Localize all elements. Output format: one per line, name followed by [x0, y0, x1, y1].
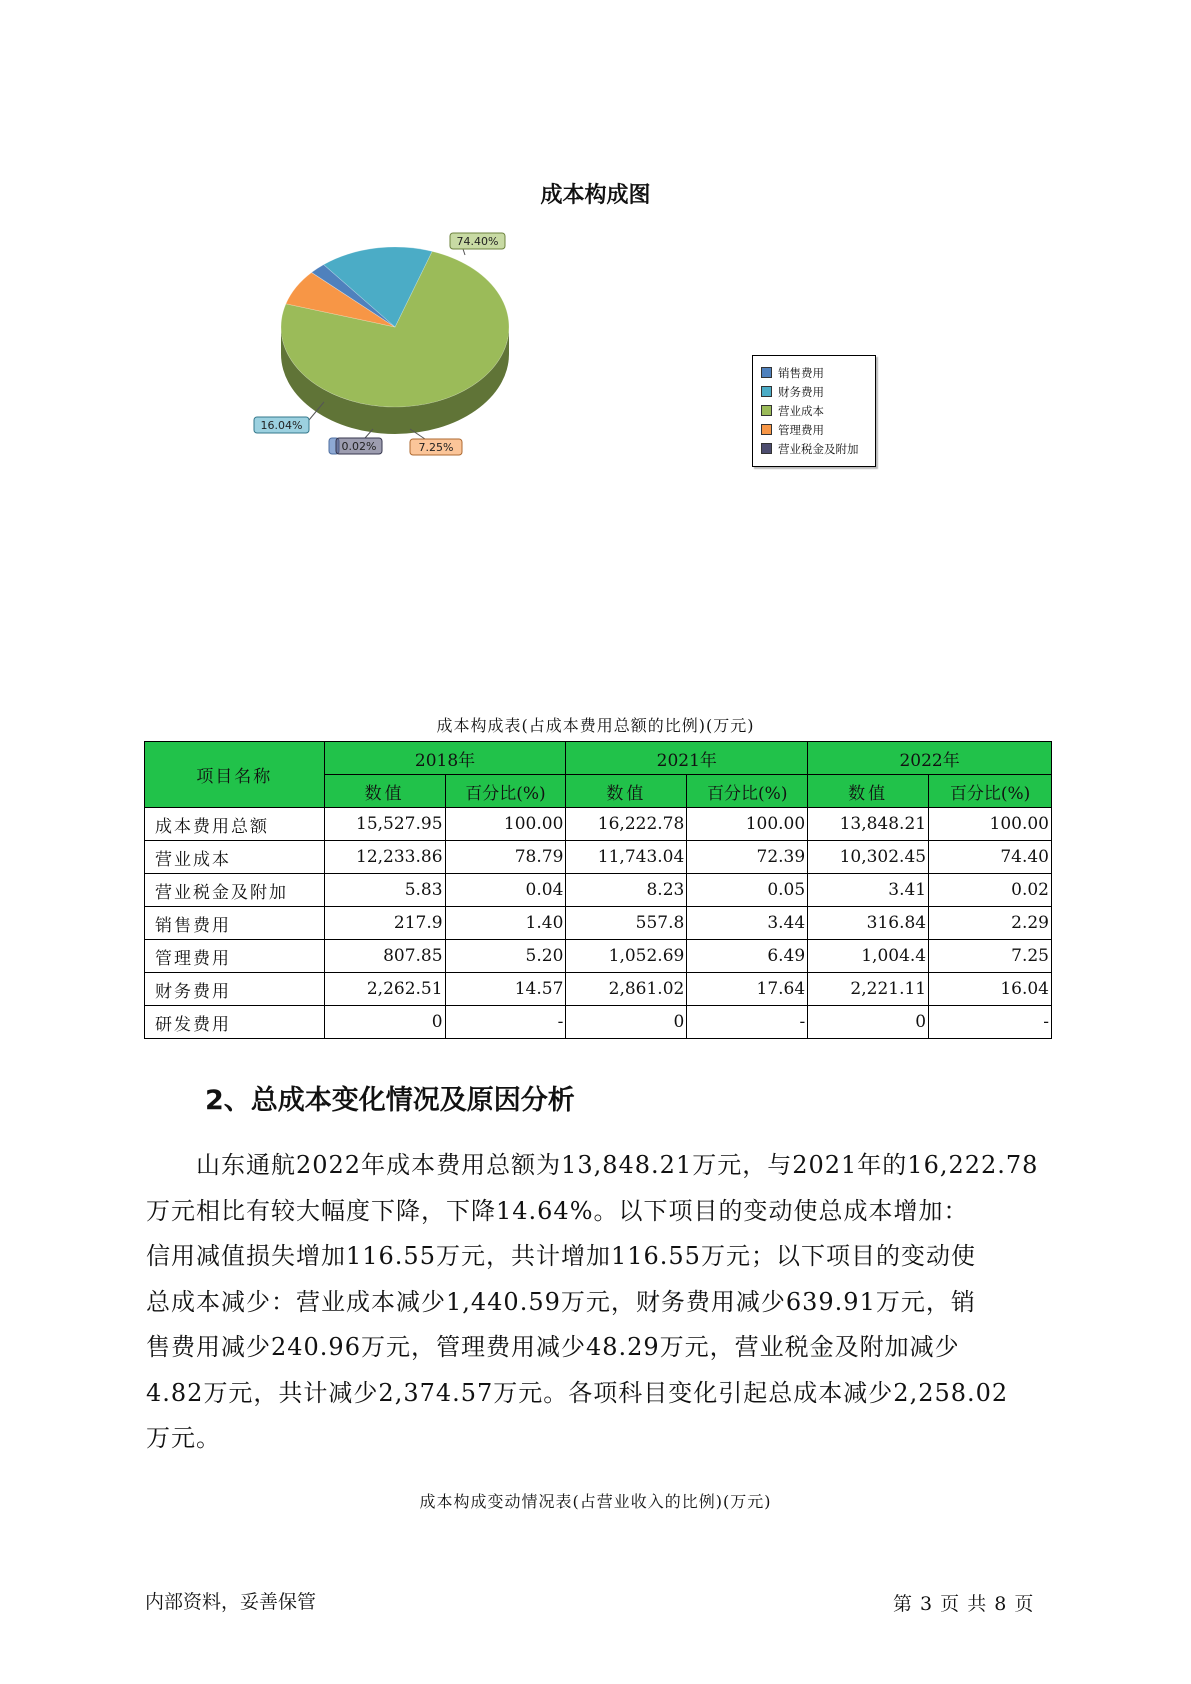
cell-pct: 17.64 [687, 973, 808, 1006]
header-item-name: 项目名称 [145, 742, 325, 808]
legend-swatch [761, 367, 772, 378]
footer-page-number: 第 3 页 共 8 页 [893, 1593, 1035, 1615]
table-row [145, 1006, 1052, 1039]
pie-data-label: 16.04% [260, 419, 303, 432]
cell-pct: 0.05 [687, 874, 808, 907]
cell-value: 11,743.04 [566, 841, 687, 874]
pie-top [281, 247, 509, 407]
legend-label: 财务费用 [778, 385, 824, 399]
legend-label: 管理费用 [778, 423, 824, 437]
subheader-pct: 百分比(%) [687, 775, 808, 808]
analysis-paragraph [146, 1143, 1066, 1462]
pie-data-label: 7.25% [418, 441, 454, 454]
cell-value: 217.9 [324, 907, 445, 940]
paragraph-line: 4.82万元，共计减少2,374.57万元。各项科目变化引起总成本减少2,258.02 [146, 1378, 1009, 1407]
cell-pct: 74.40 [929, 841, 1052, 874]
table-row [145, 907, 1052, 940]
header-year: 2018年 [324, 742, 566, 775]
footer-confidential: 内部资料，妥善保管 [145, 1591, 317, 1613]
table-row [145, 940, 1052, 973]
legend-swatch [761, 386, 772, 397]
cell-pct: 100.00 [445, 808, 566, 841]
row-name: 成本费用总额 [145, 808, 325, 841]
table-body [145, 808, 1052, 1039]
legend-item-tax [761, 441, 859, 457]
table-row [145, 874, 1052, 907]
table-row [145, 808, 1052, 841]
cell-value: 8.23 [566, 874, 687, 907]
pie-leader-line [463, 249, 465, 255]
table-caption: 成本构成表(占成本费用总额的比例)(万元) [436, 716, 755, 735]
legend-label: 营业税金及附加 [778, 442, 859, 456]
cell-pct: 100.00 [687, 808, 808, 841]
header-year: 2022年 [808, 742, 1052, 775]
cell-value: 807.85 [324, 940, 445, 973]
pie-data-label: 74.40% [456, 235, 499, 248]
paragraph-line: 万元。 [146, 1424, 221, 1452]
legend-item-admin [761, 422, 824, 438]
subheader-value: 数值 [324, 775, 445, 808]
legend-swatch [761, 424, 772, 435]
row-name: 财务费用 [145, 973, 325, 1006]
cell-pct: - [445, 1006, 566, 1039]
legend-item-sales [761, 365, 824, 381]
section-title: 2、总成本变化情况及原因分析 [205, 1085, 575, 1116]
legend-swatch [761, 443, 772, 454]
cell-value: 1,004.4 [808, 940, 929, 973]
cell-value: 1,052.69 [566, 940, 687, 973]
cell-pct: 72.39 [687, 841, 808, 874]
subheader-pct: 百分比(%) [445, 775, 566, 808]
legend-item-operating-cost [761, 403, 824, 419]
row-name: 管理费用 [145, 940, 325, 973]
cell-pct: 7.25 [929, 940, 1052, 973]
table-header-row [145, 742, 1052, 775]
cell-value: 16,222.78 [566, 808, 687, 841]
cell-pct: 6.49 [687, 940, 808, 973]
cell-value: 5.83 [324, 874, 445, 907]
cell-pct: 100.00 [929, 808, 1052, 841]
chart-title: 成本构成图 [540, 183, 651, 208]
table-row [145, 841, 1052, 874]
cell-value: 13,848.21 [808, 808, 929, 841]
cell-pct: 78.79 [445, 841, 566, 874]
cell-value: 3.41 [808, 874, 929, 907]
paragraph-line: 山东通航2022年成本费用总额为13,848.21万元，与2021年的16,222.78 [146, 1151, 1039, 1179]
paragraph-line: 信用减值损失增加116.55万元，共计增加116.55万元；以下项目的变动使 [146, 1242, 976, 1270]
cell-value: 316.84 [808, 907, 929, 940]
subheader-value: 数值 [808, 775, 929, 808]
paragraph-line: 总成本减少：营业成本减少1,440.59万元，财务费用减少639.91万元，销 [146, 1287, 976, 1316]
pie-data-label: 0.02% [341, 440, 377, 453]
legend-label: 营业成本 [778, 404, 824, 418]
cell-value: 2,861.02 [566, 973, 687, 1006]
cell-value: 10,302.45 [808, 841, 929, 874]
paragraph-line: 万元相比有较大幅度下降，下降14.64%。以下项目的变动使总成本增加： [146, 1196, 969, 1225]
row-name: 销售费用 [145, 907, 325, 940]
cell-value: 0 [566, 1006, 687, 1039]
cell-pct: 5.20 [445, 940, 566, 973]
header-year: 2021年 [566, 742, 808, 775]
cell-value: 0 [324, 1006, 445, 1039]
row-name: 研发费用 [145, 1006, 325, 1039]
cell-value: 12,233.86 [324, 841, 445, 874]
cell-value: 2,221.11 [808, 973, 929, 1006]
legend-swatch [761, 405, 772, 416]
legend-item-finance [761, 384, 824, 400]
cost-structure-table [144, 741, 1052, 1039]
row-name: 营业成本 [145, 841, 325, 874]
table-row [145, 973, 1052, 1006]
cell-pct: 3.44 [687, 907, 808, 940]
subheader-value: 数值 [566, 775, 687, 808]
legend-label: 销售费用 [778, 366, 824, 380]
cell-value: 0 [808, 1006, 929, 1039]
cell-pct: - [929, 1006, 1052, 1039]
cell-pct: 0.04 [445, 874, 566, 907]
cell-pct: 14.57 [445, 973, 566, 1006]
paragraph-line: 售费用减少240.96万元，管理费用减少48.29万元，营业税金及附加减少 [146, 1333, 960, 1361]
chart-legend [752, 355, 876, 467]
subheader-pct: 百分比(%) [929, 775, 1052, 808]
cell-value: 557.8 [566, 907, 687, 940]
cell-value: 2,262.51 [324, 973, 445, 1006]
row-name: 营业税金及附加 [145, 874, 325, 907]
cell-pct: 16.04 [929, 973, 1052, 1006]
cell-pct: 2.29 [929, 907, 1052, 940]
cell-pct: 1.40 [445, 907, 566, 940]
table2-caption: 成本构成变动情况表(占营业收入的比例)(万元) [419, 1492, 772, 1511]
cell-pct: 0.02 [929, 874, 1052, 907]
cell-pct: - [687, 1006, 808, 1039]
pie-chart [250, 225, 580, 495]
cell-value: 15,527.95 [324, 808, 445, 841]
